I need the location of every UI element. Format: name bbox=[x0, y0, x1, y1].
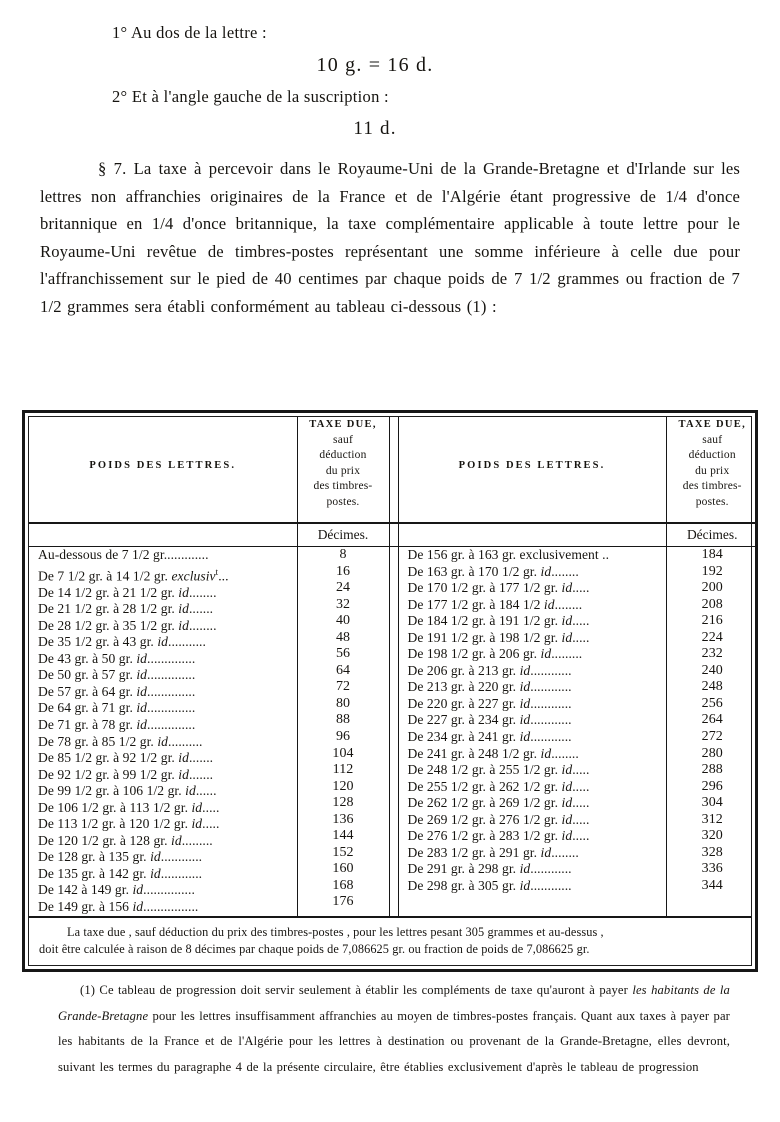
subheader-unit-right: Décimes. bbox=[666, 523, 758, 547]
weight-cell: De 276 1/2 gr. à 283 1/2 gr. id..... bbox=[407, 828, 590, 844]
taxes-column-left bbox=[297, 547, 389, 916]
tax-cell: 192 bbox=[701, 563, 723, 579]
subheader-blank-left bbox=[29, 523, 297, 547]
rate-table-inner-frame bbox=[28, 416, 752, 966]
table-header-row bbox=[29, 417, 758, 523]
weight-cell: De 269 1/2 gr. à 276 1/2 gr. id..... bbox=[407, 811, 590, 827]
footnote-text-part1: Ce tableau de progression doit servir seulement à établir les compléments de taxe qu'auront à payer bbox=[95, 983, 633, 997]
weight-cell: De 227 gr. à 234 gr. id............ bbox=[407, 712, 572, 728]
tax-cell: 200 bbox=[701, 580, 723, 596]
table-body-row bbox=[29, 547, 758, 916]
tax-cell: 312 bbox=[701, 811, 723, 827]
weight-cell: De 135 gr. à 142 gr. id............ bbox=[38, 865, 203, 881]
header-tax-right-l4: du prix bbox=[695, 464, 730, 477]
tax-cell: 296 bbox=[701, 778, 723, 794]
footnote-italic-phrase: les habitants de la Grande-Bretagne bbox=[58, 983, 730, 1023]
weight-cell: De 142 à 149 gr. id............... bbox=[38, 882, 195, 898]
formula-11d: 11 d. bbox=[353, 118, 397, 139]
tax-cell: 56 bbox=[335, 646, 351, 662]
footnote-text-part2: pour les lettres insuffisamment affranchies au moyen de timbres-postes français. Quant aux taxes à payer par les habitants de la France et de l'Algérie pour les lettres à destination ou provenant de la Grande-Bretagne, elles devront, suivant les termes du paragraphe 4 de la présente circulaire, être établies exclusivement d'après le tableau de progression bbox=[58, 1008, 730, 1074]
formula-10g-16d: 10 g. = 16 d. bbox=[316, 54, 434, 76]
weight-cell: De 7 1/2 gr. à 14 1/2 gr. exclusiv$^t$... bbox=[38, 566, 229, 584]
tax-cell: 24 bbox=[335, 580, 351, 596]
tax-cell: 248 bbox=[701, 679, 723, 695]
center-divider-header bbox=[389, 417, 398, 523]
tax-cell: 176 bbox=[332, 894, 354, 910]
tax-cell: 320 bbox=[701, 828, 723, 844]
rate-table-frame bbox=[22, 410, 758, 972]
weight-cell: De 191 1/2 gr. à 198 1/2 gr. id..... bbox=[407, 629, 590, 645]
weight-cell: De 213 gr. à 220 gr. id............ bbox=[407, 679, 572, 695]
tax-cell: 280 bbox=[701, 745, 723, 761]
tax-cell: 216 bbox=[701, 613, 723, 629]
weight-cell: De 184 1/2 gr. à 191 1/2 gr. id..... bbox=[407, 613, 590, 629]
tax-cell: 232 bbox=[701, 646, 723, 662]
tax-cell: 144 bbox=[332, 828, 354, 844]
weight-cell: De 149 gr. à 156 id................ bbox=[38, 899, 199, 915]
weight-cell: De 177 1/2 gr. à 184 1/2 id........ bbox=[407, 596, 583, 612]
weight-cell: De 283 1/2 gr. à 291 gr. id........ bbox=[407, 844, 579, 860]
weight-cell: De 156 gr. à 163 gr. exclusivement .. bbox=[407, 547, 610, 562]
tax-cell: 136 bbox=[332, 811, 354, 827]
weight-cell: De 113 1/2 gr. à 120 1/2 gr. id..... bbox=[38, 816, 220, 832]
tax-cell: 336 bbox=[701, 861, 723, 877]
tax-cell: 152 bbox=[332, 844, 354, 860]
tax-cell: 160 bbox=[332, 861, 354, 877]
header-tax-right-l6: postes. bbox=[695, 495, 729, 508]
header-weight-right bbox=[398, 417, 666, 523]
weight-cell: De 262 1/2 gr. à 269 1/2 gr. id..... bbox=[407, 795, 590, 811]
weight-cell: De 28 1/2 gr. à 35 1/2 gr. id........ bbox=[38, 617, 217, 633]
weight-cell: De 198 1/2 gr. à 206 gr. id......... bbox=[407, 646, 583, 662]
tax-cell: 256 bbox=[701, 695, 723, 711]
weight-cell: De 206 gr. à 213 gr. id............ bbox=[407, 662, 572, 678]
weight-cell: De 57 gr. à 64 gr. id.............. bbox=[38, 683, 196, 699]
weight-cell: De 241 gr. à 248 1/2 gr. id........ bbox=[407, 745, 579, 761]
header-tax-right-l2: sauf bbox=[702, 433, 723, 446]
header-weight-left-label: POIDS DES LETTRES. bbox=[89, 460, 237, 471]
tax-cell: 16 bbox=[335, 563, 351, 579]
taxes-column-right bbox=[666, 547, 758, 916]
weight-cell: De 106 1/2 gr. à 113 1/2 gr. id..... bbox=[38, 799, 220, 815]
footnote-marker: (1) bbox=[80, 983, 96, 997]
tax-cell: 128 bbox=[332, 795, 354, 811]
tax-cell: 80 bbox=[335, 695, 351, 711]
header-tax-left-l3: déduction bbox=[319, 449, 367, 461]
tax-list-right bbox=[667, 547, 759, 894]
weight-cell: De 298 gr. à 305 gr. id............ bbox=[407, 877, 572, 893]
tax-list-left bbox=[298, 547, 389, 911]
weight-cell: De 234 gr. à 241 gr. id............ bbox=[407, 729, 572, 745]
weight-cell: De 291 gr. à 298 gr. id............ bbox=[407, 861, 572, 877]
header-tax-right-l3: déduction bbox=[688, 449, 736, 461]
weight-list-left bbox=[29, 547, 297, 916]
tax-cell: 304 bbox=[701, 795, 723, 811]
weight-cell: De 92 1/2 gr. à 99 1/2 gr. id....... bbox=[38, 766, 214, 782]
tax-cell: 112 bbox=[332, 762, 354, 778]
weight-cell: De 255 1/2 gr. à 262 1/2 gr. id..... bbox=[407, 778, 590, 794]
tax-cell: 32 bbox=[335, 596, 351, 612]
tax-cell: 344 bbox=[701, 877, 723, 893]
weight-cell: De 85 1/2 gr. à 92 1/2 gr. id....... bbox=[38, 750, 214, 766]
weight-cell: De 64 gr. à 71 gr. id.............. bbox=[38, 700, 196, 716]
intro-item-1: 1° Au dos de la lettre : bbox=[112, 23, 267, 42]
tax-cell: 288 bbox=[701, 762, 723, 778]
weight-cell: De 35 1/2 gr. à 43 gr. id........... bbox=[38, 634, 206, 650]
tax-cell: 72 bbox=[335, 679, 351, 695]
tax-cell: 120 bbox=[332, 778, 354, 794]
table-footer-note bbox=[29, 916, 751, 965]
tax-cell: 240 bbox=[701, 662, 723, 678]
tax-cell: 48 bbox=[335, 629, 351, 645]
header-tax-right-title: TAXE DUE, bbox=[678, 419, 746, 430]
center-divider-subheader bbox=[389, 523, 398, 547]
header-tax-right bbox=[666, 417, 758, 523]
header-weight-right-label: POIDS DES LETTRES. bbox=[458, 460, 606, 471]
header-tax-left-l2: sauf bbox=[333, 433, 353, 446]
weight-cell: De 220 gr. à 227 gr. id............ bbox=[407, 695, 572, 711]
rate-table bbox=[29, 417, 758, 916]
tax-cell: 208 bbox=[701, 596, 723, 612]
table-footer-note-line1: La taxe due , sauf déduction du prix des timbres-postes , pour les lettres pesant 305 grammes et au-dessus , bbox=[67, 924, 604, 939]
weight-cell: De 78 gr. à 85 1/2 gr. id.......... bbox=[38, 733, 203, 749]
weight-list-right bbox=[399, 547, 666, 894]
weight-cell: De 170 1/2 gr. à 177 1/2 gr. id..... bbox=[407, 580, 590, 596]
tax-cell: 8 bbox=[339, 547, 347, 562]
weight-cell: Au-dessous de 7 1/2 gr............. bbox=[38, 547, 209, 562]
weight-cell: De 50 gr. à 57 gr. id.............. bbox=[38, 667, 196, 683]
weight-cell: De 99 1/2 gr. à 106 1/2 gr. id...... bbox=[38, 783, 217, 799]
weight-cell: De 128 gr. à 135 gr. id............ bbox=[38, 849, 203, 865]
header-tax-left-l4: du prix bbox=[325, 464, 361, 477]
weight-cell: De 248 1/2 gr. à 255 1/2 gr. id..... bbox=[407, 762, 590, 778]
header-tax-left bbox=[297, 417, 389, 523]
tax-cell: 264 bbox=[701, 712, 723, 728]
tax-cell: 184 bbox=[701, 547, 723, 562]
tax-cell: 40 bbox=[335, 613, 351, 629]
table-subheader-row bbox=[29, 523, 758, 547]
weights-column-right bbox=[398, 547, 666, 916]
weight-cell: De 163 gr. à 170 1/2 gr. id........ bbox=[407, 563, 579, 579]
header-tax-left-l6: postes. bbox=[326, 495, 360, 508]
tax-cell: 64 bbox=[335, 662, 351, 678]
center-divider-body bbox=[389, 547, 398, 916]
weight-cell: De 21 1/2 gr. à 28 1/2 gr. id....... bbox=[38, 601, 214, 617]
table-footer-note-line2: doit être calculée à raison de 8 décimes par chaque poids de 7,086625 gr. ou fraction de poids de 7,086625 gr. bbox=[39, 941, 590, 956]
intro-item-2: 2° Et à l'angle gauche de la suscription : bbox=[112, 87, 389, 106]
weights-column-left bbox=[29, 547, 297, 916]
header-tax-right-l5: des timbres- bbox=[682, 480, 742, 492]
subheader-blank-right bbox=[398, 523, 666, 547]
tax-cell: 328 bbox=[701, 844, 723, 860]
header-tax-left-l5: des timbres- bbox=[313, 480, 373, 492]
paragraph-section-7 bbox=[40, 155, 740, 320]
weight-cell: De 14 1/2 gr. à 21 1/2 gr. id........ bbox=[38, 584, 217, 600]
weight-cell: De 43 gr. à 50 gr. id.............. bbox=[38, 650, 196, 666]
tax-cell: 104 bbox=[332, 745, 354, 761]
weight-cell: De 71 gr. à 78 gr. id.............. bbox=[38, 717, 196, 732]
subheader-unit-left: Décimes. bbox=[297, 523, 389, 547]
tax-cell: 272 bbox=[701, 729, 723, 745]
tax-cell: 88 bbox=[335, 712, 351, 728]
page-footnote bbox=[58, 978, 730, 1080]
header-tax-left-title: TAXE DUE, bbox=[309, 419, 377, 430]
tax-cell: 224 bbox=[701, 629, 723, 645]
tax-cell: 168 bbox=[332, 877, 354, 893]
intro-section bbox=[40, 18, 740, 320]
tax-cell: 96 bbox=[335, 729, 351, 745]
weight-cell: De 120 1/2 gr. à 128 gr. id......... bbox=[38, 832, 213, 848]
header-weight-left bbox=[29, 417, 297, 523]
paragraph-section-7-text: § 7. La taxe à percevoir dans le Royaume-Uni de la Grande-Bretagne et d'Irlande sur les lettres non affranchies originaires de la France et de l'Algérie étant progressive de 1/4 d'once britannique en 1/4 d'once britannique, la taxe complémentaire applicable à toute lettre pour le Royaume-Uni revêtue de timbres-postes représentant une somme inférieure à celle due pour l'affranchissement sur le pied de 40 centimes par chaque poids de 7 1/2 grammes ou fraction de 7 1/2 grammes sera établi conformément au tableau ci-dessous (1) : bbox=[40, 159, 740, 316]
